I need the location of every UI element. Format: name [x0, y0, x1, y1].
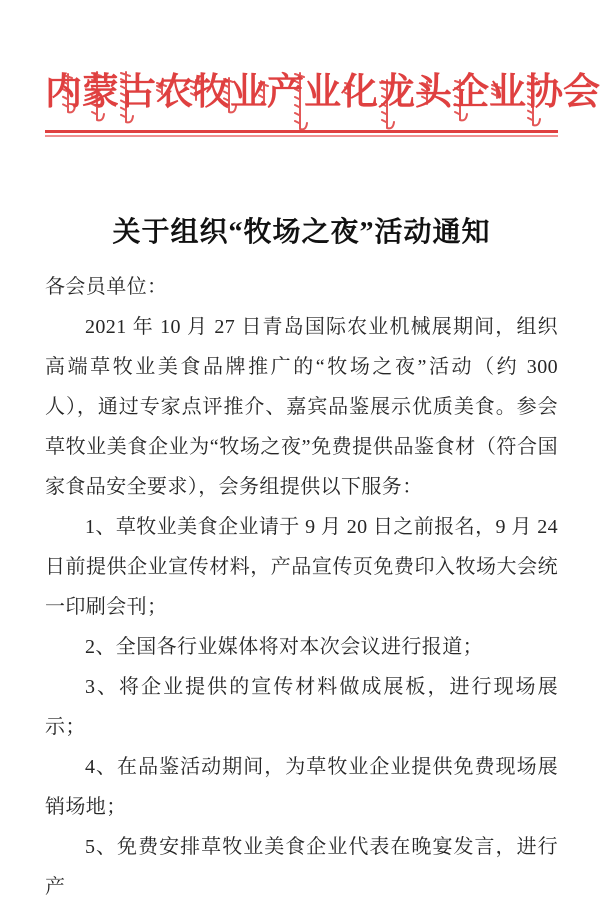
list-item-1: 1、草牧业美食企业请于 9 月 20 日之前报名，9 月 24 日前提供企业宣传材料，产品宣传页免费印入牧场大会统一印刷会刊； [45, 516, 558, 618]
document-title: 关于组织“牧场之夜”活动通知 [112, 217, 491, 248]
divider-thin-line [45, 135, 558, 137]
list-item-2: 2、全国各行业媒体将对本次会议进行报道； [85, 636, 483, 658]
list-item-3: 3、将企业提供的宣传材料做成展板，进行现场展示； [45, 676, 558, 738]
header-divider-rule [45, 130, 558, 137]
list-item-4: 4、在品鉴活动期间，为草牧业企业提供免费现场展销场地； [45, 756, 558, 818]
salutation: 各会员单位： [45, 276, 168, 298]
list-item-5: 5、免费安排草牧业美食企业代表在晚宴发言，进行产 [45, 836, 558, 898]
intro-paragraph: 2021 年 10 月 27 日青岛国际农业机械展期间，组织高端草牧业美食品牌推广的“牧场之夜”活动（约 300 人），通过专家点评推介、嘉宾品鉴展示优质美食。参会草牧业美食企业为“牧场之夜”免费提供品鉴食材（符合国家食品安全要求），会务组提供以下服务： [45, 316, 558, 498]
organization-name: 内蒙古农牧业产业化龙头企业协会 [45, 72, 600, 113]
notice-page [0, 70, 603, 899]
document-body [45, 267, 558, 907]
